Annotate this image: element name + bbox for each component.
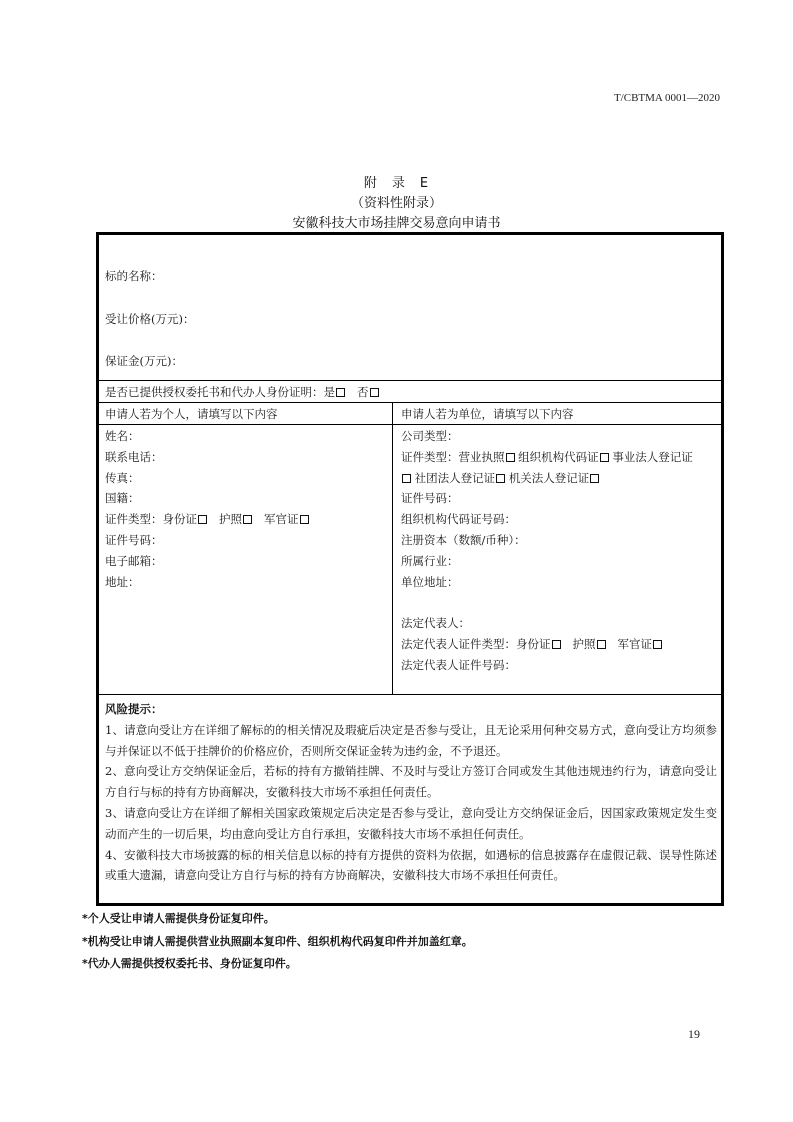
risk-item: 1、请意向受让方在详细了解标的的相关情况及瑕疵后决定是否参与受让，且无论采用何种交易方式，意向受让方均须参与并保证以不低于挂牌价的价格应价，否则所交保证金转为违约金，不予退还。 bbox=[105, 722, 717, 758]
risk-item: 3、请意向受让方在详细了解相关国家政策规定后决定是否参与受让，意向受让方交纳保证金后，因国家政策规定发生变动而产生的一切后果，均由意向受让方自行承担，安徽科技大市场不承担任何责任。 bbox=[105, 805, 717, 841]
business-license-checkbox[interactable] bbox=[506, 453, 515, 462]
footnote: *个人受让申请人需提供身份证复印件。 bbox=[82, 912, 275, 925]
organization-section-header: 申请人若为单位，请填写以下内容 bbox=[401, 407, 574, 421]
row-divider bbox=[99, 402, 721, 403]
individual-nationality-field[interactable]: 国籍： bbox=[105, 491, 140, 506]
cert-option-label: 事业法人登记证 bbox=[612, 449, 693, 464]
id-option-label: 军官证 bbox=[617, 636, 652, 651]
individual-name-field[interactable]: 姓名： bbox=[105, 429, 140, 443]
individual-fields bbox=[105, 426, 309, 592]
id-option-label: 护照 bbox=[572, 636, 596, 651]
legal-rep-field[interactable]: 法定代表人： bbox=[401, 616, 470, 631]
social-org-cert-checkbox[interactable] bbox=[496, 474, 505, 483]
appendix-heading: 附 录 E bbox=[363, 176, 430, 191]
deposit-field[interactable]: 保证金(万元)： bbox=[105, 354, 183, 368]
cert-option-label: 组织机构代码证 bbox=[518, 449, 599, 464]
authorization-no-label: 否 bbox=[357, 385, 369, 399]
individual-email-field[interactable]: 电子邮箱： bbox=[105, 553, 163, 568]
legal-rep-id-type-row bbox=[401, 634, 719, 655]
cert-option-label: 机关法人登记证 bbox=[508, 470, 590, 485]
industry-field[interactable]: 所属行业： bbox=[401, 553, 459, 568]
cert-type-label: 证件类型： bbox=[401, 449, 459, 464]
authorization-row bbox=[105, 384, 379, 400]
legal-rep-id-card-checkbox[interactable] bbox=[552, 640, 561, 649]
authorization-no-checkbox[interactable] bbox=[370, 388, 379, 397]
row-divider bbox=[99, 424, 721, 425]
appendix-subtitle: （资料性附录） bbox=[350, 196, 442, 211]
risk-notice-title: 风险提示： bbox=[105, 702, 163, 716]
cert-type-row bbox=[401, 447, 719, 468]
form-title: 安徽科技大市场挂牌交易意向申请书 bbox=[292, 216, 501, 231]
legal-rep-passport-checkbox[interactable] bbox=[597, 640, 606, 649]
passport-checkbox[interactable] bbox=[243, 515, 252, 524]
legal-rep-military-id-checkbox[interactable] bbox=[653, 640, 662, 649]
id-option-label: 身份证 bbox=[516, 636, 551, 651]
transfer-price-field[interactable]: 受让价格(万元)： bbox=[105, 312, 195, 326]
authorization-yes-checkbox[interactable] bbox=[336, 388, 345, 397]
id-option-label: 军官证 bbox=[264, 512, 299, 527]
individual-id-number-field[interactable]: 证件号码： bbox=[105, 532, 163, 547]
individual-section-header: 申请人若为个人，请填写以下内容 bbox=[105, 407, 278, 421]
row-divider bbox=[99, 694, 721, 695]
risk-item: 4、安徽科技大市场披露的标的相关信息以标的持有方提供的资料为依据，如遇标的信息披露存在虚假记载、误导性陈述或重大遗漏，请意向受让方自行与标的持有方协商解决，安徽科技大市场不承担任何责任。 bbox=[105, 847, 717, 883]
public-institution-cert-checkbox[interactable] bbox=[402, 474, 411, 483]
org-cert-number-field[interactable]: 证件号码： bbox=[401, 491, 459, 506]
cert-option-label: 营业执照 bbox=[458, 449, 505, 464]
unit-address-field[interactable]: 单位地址： bbox=[401, 574, 459, 589]
cert-type-row-continued bbox=[401, 468, 719, 489]
id-option-label: 护照 bbox=[219, 512, 242, 527]
footnote: *机构受让申请人需提供营业执照副本复印件、组织机构代码复印件并加盖红章。 bbox=[82, 934, 473, 948]
org-code-cert-checkbox[interactable] bbox=[600, 453, 609, 462]
individual-id-type-row bbox=[105, 509, 309, 530]
page-number: 19 bbox=[688, 1027, 700, 1041]
id-option-label: 身份证 bbox=[162, 512, 197, 527]
standard-code: T/CBTMA 0001—2020 bbox=[613, 92, 720, 104]
authorization-yes-label: 是 bbox=[323, 385, 335, 399]
military-id-checkbox[interactable] bbox=[300, 515, 309, 524]
cert-option-label: 社团法人登记证 bbox=[414, 470, 496, 485]
organization-fields bbox=[401, 426, 719, 676]
authorization-question: 是否已提供授权委托书和代办人身份证明： bbox=[105, 385, 324, 399]
footnote: *代办人需提供授权委托书、身份证复印件。 bbox=[82, 957, 297, 970]
id-card-checkbox[interactable] bbox=[198, 515, 207, 524]
risk-item: 2、意向受让方交纳保证金后，若标的持有方撤销挂牌、不及时与受让方签订合同或发生其他违规违约行为，请意向受让方自行与标的持有方协商解决，安徽科技大市场不承担任何责任。 bbox=[105, 764, 717, 800]
column-divider bbox=[392, 402, 393, 694]
registered-capital-field[interactable]: 注册资本（数额/币种）： bbox=[401, 532, 526, 547]
company-type-field[interactable]: 公司类型： bbox=[401, 429, 459, 443]
application-form-table bbox=[96, 232, 724, 906]
risk-notice bbox=[105, 699, 717, 886]
row-divider bbox=[99, 380, 721, 381]
org-code-number-field[interactable]: 组织机构代码证号码： bbox=[401, 512, 516, 527]
individual-address-field[interactable]: 地址： bbox=[105, 574, 140, 589]
subject-name-field[interactable]: 标的名称： bbox=[105, 269, 163, 283]
legal-rep-id-type-label: 法定代表人证件类型： bbox=[401, 636, 516, 651]
government-org-cert-checkbox[interactable] bbox=[590, 474, 599, 483]
id-type-label: 证件类型： bbox=[105, 512, 163, 527]
legal-rep-id-number-field[interactable]: 法定代表人证件号码： bbox=[401, 657, 516, 672]
individual-phone-field[interactable]: 联系电话： bbox=[105, 449, 163, 464]
individual-fax-field[interactable]: 传真： bbox=[105, 470, 140, 485]
footnotes bbox=[82, 908, 473, 976]
